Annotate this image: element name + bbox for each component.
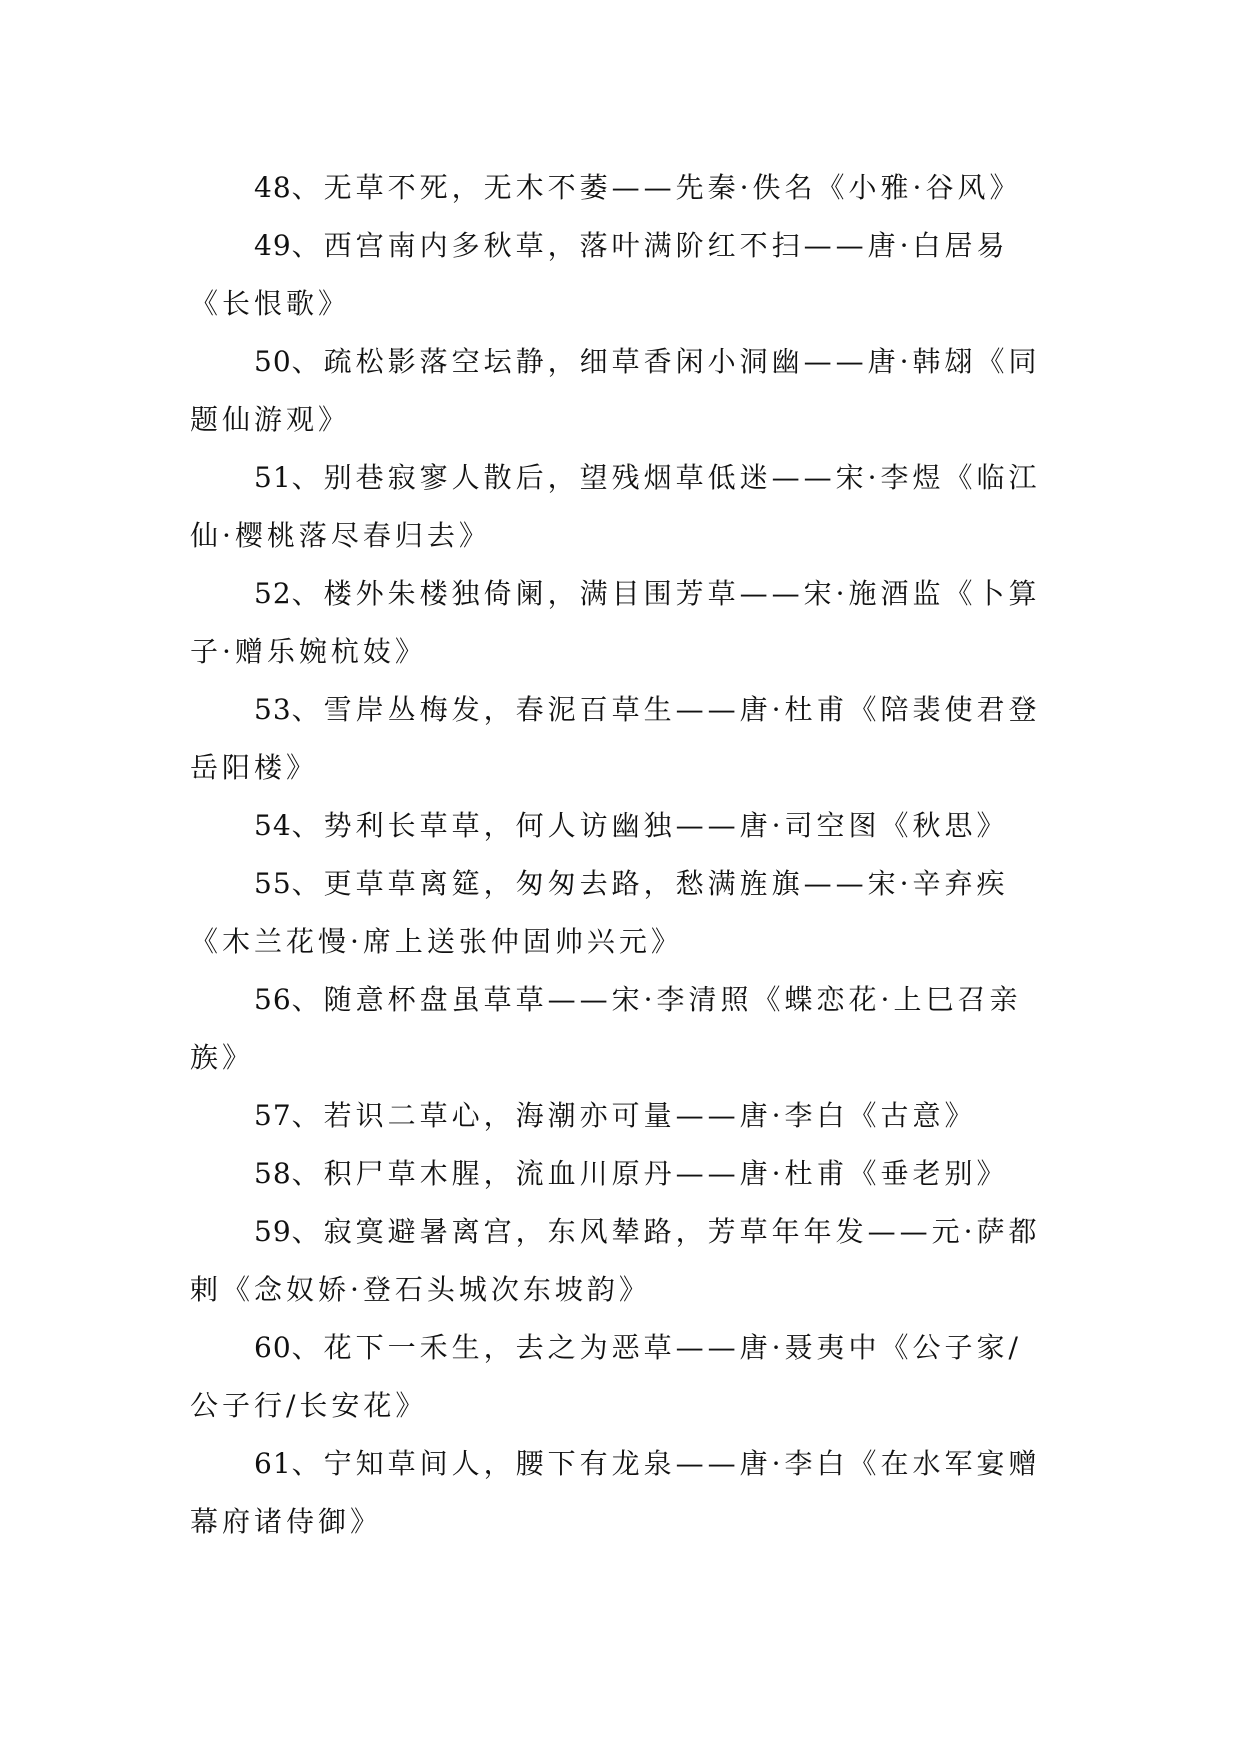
entry-number: 50 (254, 345, 292, 378)
entry-text: 、别巷寂寥人散后，望残烟草低迷——宋·李煜《临江仙·樱桃落尽春归去》 (190, 461, 1041, 552)
entry-text: 、西宫南内多秋草，落叶满阶红不扫——唐·白居易《长恨歌》 (190, 229, 1009, 320)
quote-entry-51 (190, 449, 1052, 565)
entry-text: 、楼外朱楼独倚阑，满目围芳草——宋·施酒监《卜算子·赠乐婉杭妓》 (190, 577, 1041, 668)
entry-number: 48 (254, 171, 292, 204)
entry-text: 、更草草离筵，匆匆去路，愁满旌旗——宋·辛弃疾《木兰花慢·席上送张仲固帅兴元》 (190, 867, 1009, 958)
entry-text: 、随意杯盘虽草草——宋·李清照《蝶恋花·上巳召亲族》 (190, 983, 1022, 1074)
quote-entry-53 (190, 681, 1052, 797)
entry-number: 54 (254, 809, 292, 842)
quote-entry-59 (190, 1203, 1052, 1319)
quote-entry-50 (190, 333, 1052, 449)
entry-text: 、若识二草心，海潮亦可量——唐·李白《古意》 (291, 1099, 977, 1132)
entry-number: 53 (254, 693, 292, 726)
entry-number: 55 (254, 867, 292, 900)
quote-entry-49 (190, 217, 1052, 333)
poem-quote-list (190, 159, 1052, 1551)
quote-entry-55 (190, 855, 1052, 971)
quote-entry-57 (190, 1087, 1052, 1145)
entry-number: 52 (254, 577, 292, 610)
entry-text: 、花下一禾生，去之为恶草——唐·聂夷中《公子家/公子行/长安花》 (190, 1331, 1022, 1422)
entry-text: 、无草不死，无木不萎——先秦·佚名《小雅·谷风》 (291, 171, 1022, 204)
entry-number: 51 (254, 461, 292, 494)
entry-text: 、雪岸丛梅发，春泥百草生——唐·杜甫《陪裴使君登岳阳楼》 (190, 693, 1041, 784)
entry-number: 60 (254, 1331, 292, 1364)
quote-entry-48 (190, 159, 1052, 217)
quote-entry-52 (190, 565, 1052, 681)
entry-text: 、寂寞避暑离宫，东风辇路，芳草年年发——元·萨都剌《念奴娇·登石头城次东坡韵》 (190, 1215, 1041, 1306)
quote-entry-56 (190, 971, 1052, 1087)
quote-entry-61 (190, 1435, 1052, 1551)
entry-text: 、疏松影落空坛静，细草香闲小洞幽——唐·韩翃《同题仙游观》 (190, 345, 1041, 436)
entry-number: 61 (254, 1447, 292, 1480)
entry-number: 59 (254, 1215, 292, 1248)
entry-number: 57 (254, 1099, 292, 1132)
entry-text: 、势利长草草，何人访幽独——唐·司空图《秋思》 (291, 809, 1009, 842)
quote-entry-60 (190, 1319, 1052, 1435)
quote-entry-54 (190, 797, 1052, 855)
entry-number: 58 (254, 1157, 292, 1190)
entry-text: 、积尸草木腥，流血川原丹——唐·杜甫《垂老别》 (291, 1157, 1009, 1190)
entry-number: 49 (254, 229, 292, 262)
quote-entry-58 (190, 1145, 1052, 1203)
entry-text: 、宁知草间人，腰下有龙泉——唐·李白《在水军宴赠幕府诸侍御》 (190, 1447, 1041, 1538)
entry-number: 56 (254, 983, 292, 1016)
